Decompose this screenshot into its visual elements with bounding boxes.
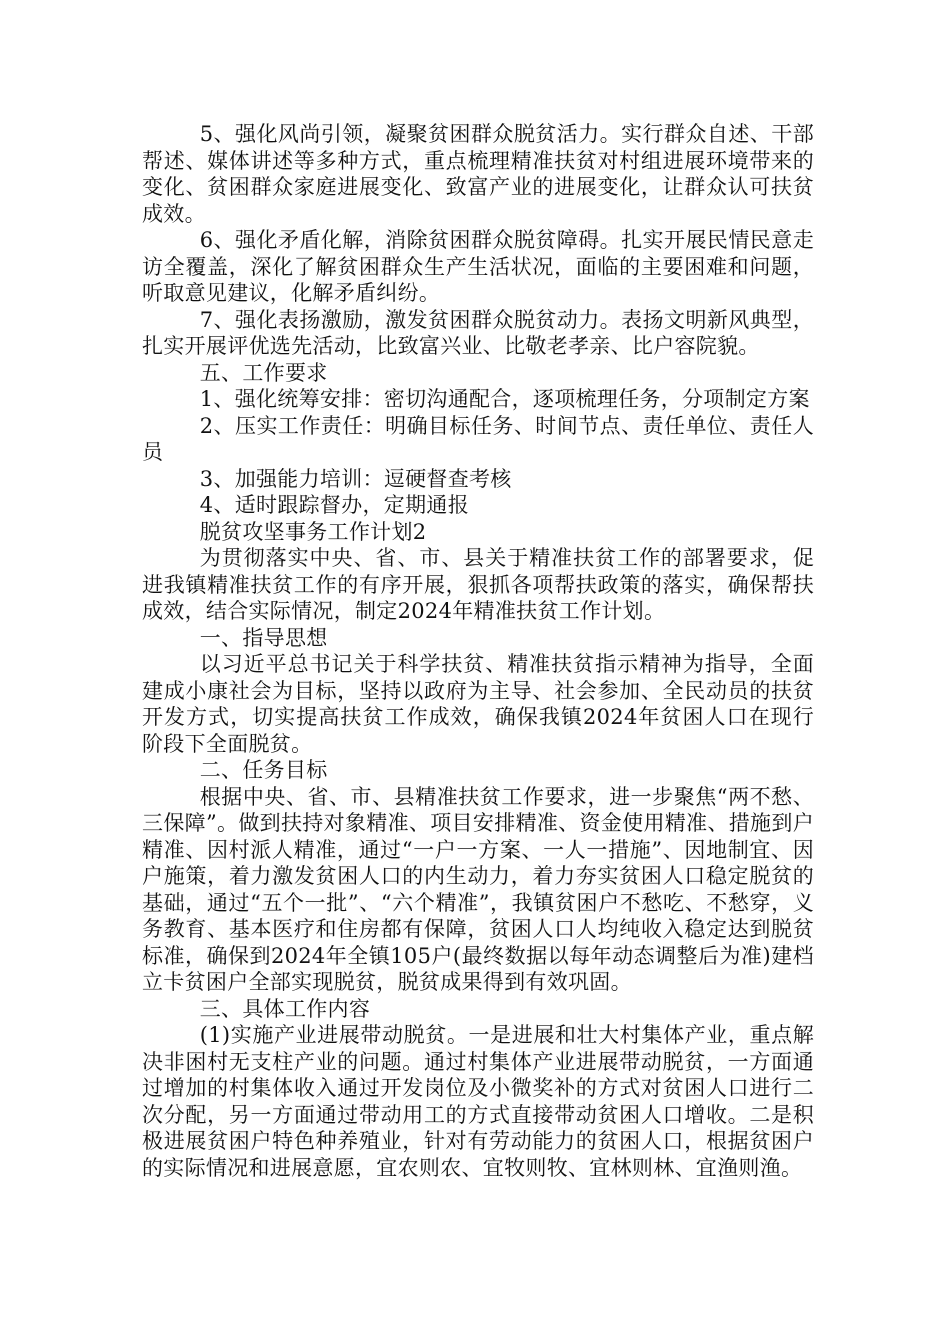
section-heading-work-requirements: 五、工作要求 [199,360,328,385]
work-content-paragraph-1: (1)实施产业进展带动脱贫。一是进展和壮大村集体产业，重点解决非困村无支柱产业的问题。通过村集体产业进展带动脱贫，一方面通过增加的村集体收入通过开发岗位及小微奖补的方式对贫困人口进行二次分配，另一方面通过带动用工的方式直接带动贫困人口增收。二是积极进展贫困户特色种养殖业，针对有劳动能力的贫困人口，根据贫困户的实际情况和进展意愿，宜农则农、宜牧则牧、宜林则林、宜渔则渔。 [142,1023,814,1180]
paragraph-item-7: 7、强化表扬激励，激发贫困群众脱贫动力。表扬文明新风典型，扎实开展评优选先活动，比致富兴业、比敬老孝亲、比户容院貌。 [142,307,814,358]
paragraph-item-5: 5、强化风尚引领，凝聚贫困群众脱贫活力。实行群众自述、干部帮述、媒体讲述等多种方式，重点梳理精准扶贫对村组进展环境带来的变化、贫困群众家庭进展变化、致富产业的进展变化，让群众认可扶贫成效。 [142,122,814,226]
paragraph-item-6: 6、强化矛盾化解，消除贫困群众脱贫障碍。扎实开展民情民意走访全覆盖，深化了解贫困群众生产生活状况，面临的主要困难和问题，听取意见建议，化解矛盾纠纷。 [142,228,814,305]
requirement-item-3: 3、加强能力培训：逗硬督查考核 [199,466,512,491]
guiding-ideology-paragraph: 以习近平总书记关于科学扶贫、精准扶贫指示精神为指导，全面建成小康社会为目标，坚持以政府为主导、社会参加、全民动员的扶贫开发方式，切实提高扶贫工作成效，确保我镇2024年贫困人口在现行阶段下全面脱贫。 [142,652,814,756]
section-heading-guiding-ideology: 一、指导思想 [199,625,328,650]
section-heading-work-content: 三、具体工作内容 [199,996,371,1021]
intro-paragraph: 为贯彻落实中央、省、市、县关于精准扶贫工作的部署要求，促进我镇精准扶贫工作的有序开展，狠抓各项帮扶政策的落实，确保帮扶成效，结合实际情况，制定2024年精准扶贫工作计划。 [142,546,814,623]
requirement-item-1: 1、强化统筹安排：密切沟通配合，逐项梳理任务，分项制定方案 [199,387,810,411]
requirement-item-4: 4、适时跟踪督办，定期通报 [199,493,470,517]
section-heading-task-goals: 二、任务目标 [199,758,328,782]
task-goals-paragraph: 根据中央、省、市、县精准扶贫工作要求，进一步聚焦“两不愁、三保障”。做到扶持对象精准、项目安排精准、资金使用精准、措施到户精准、因村派人精准，通过“一户一方案、一人一措施”、因地制宜、因户施策，着力激发贫困人口的内生动力，着力夯实贫困人口稳定脱贫的基础，通过“五个一批”、“六个精准”，我镇贫困户不愁吃、不愁穿，义务教育、基本医疗和住房都有保障，贫困人口人均纯收入稳定达到脱贫标准，确保到2024年全镇105户(最终数据以每年动态调整后为准)建档立卡贫困户全部实现脱贫，脱贫成果得到有效巩固。 [142,784,814,994]
document-subtitle: 脱贫攻坚事务工作计划2 [199,519,427,544]
document-page [142,121,814,1181]
requirement-item-2: 2、压实工作责任：明确目标任务、时间节点、责任单位、责任人员 [142,413,814,464]
